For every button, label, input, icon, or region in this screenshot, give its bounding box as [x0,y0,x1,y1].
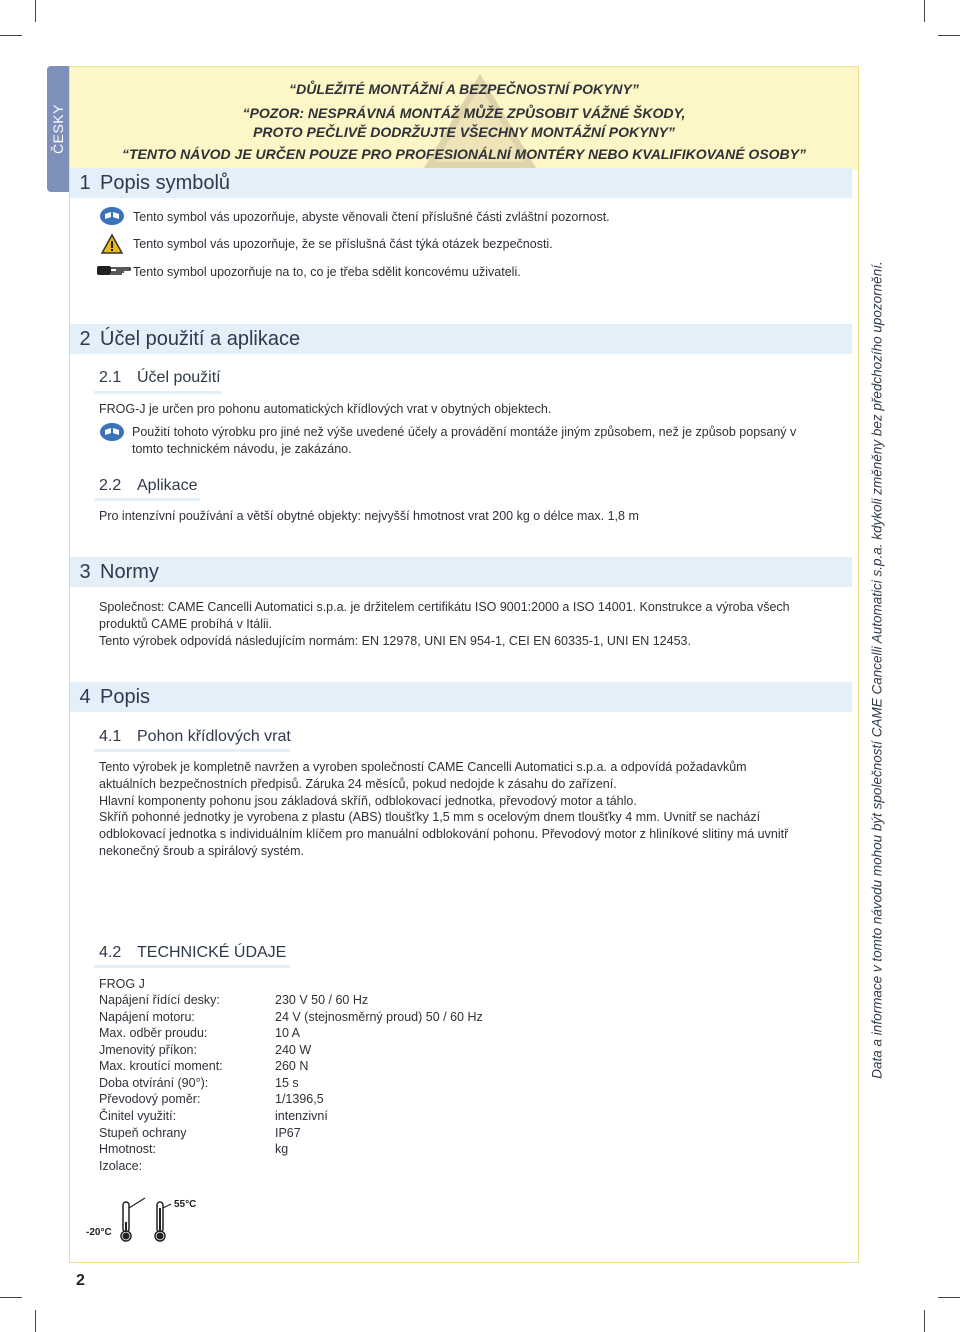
crop-mark [35,1310,36,1332]
temperature-low-label: -20°C [86,1227,112,1238]
symbol-book-text: Tento symbol vás upozorňuje, abyste věnovali čtení příslušné části zvláštní pozornost. [133,210,610,224]
language-label: ČESKY [50,104,66,154]
subsection-2-1-title [99,369,221,390]
s2-1-note-line-1: Použití tohoto výrobku pro jiné než výše uvedené účely a provádění montáže jiným způsobem, než je způsob popsaný v [132,425,797,439]
crop-mark [0,35,22,36]
spec-label: Činitel využití: [99,1109,177,1123]
section-title: Účel použití a aplikace [100,327,301,350]
subsection-number: 4.2 [99,944,122,961]
section-title: Popis [100,685,151,708]
subsection-underline [94,965,290,968]
subsection-title: Aplikace [137,477,198,494]
spec-label: Stupeň ochrany [99,1126,187,1140]
spec-label: Převodový poměr: [99,1092,201,1106]
spec-value: 260 N [275,1059,309,1073]
page-number: 2 [76,1272,85,1289]
language-tab [47,66,69,192]
subsection-2-2-title [99,477,197,498]
spec-value: 240 W [275,1043,312,1057]
spec-value: kg [275,1142,289,1156]
s2-2-text: Pro intenzívní používání a větší obytné objekty: nejvyšší hmotnost vrat 200 kg o délce max. 1,8 m [99,509,639,523]
crop-mark [924,0,925,22]
spec-value: IP67 [275,1126,301,1140]
book-icon [100,207,124,225]
subsection-number: 2.1 [99,369,122,386]
section-number: 2 [79,327,91,350]
spec-label: Napájení řídící desky: [99,993,220,1007]
crop-mark [938,1297,960,1298]
subsection-underline [94,391,222,394]
spec-value: intenzivní [275,1109,328,1123]
s4-1-line: Tento výrobek je kompletně navržen a vyroben společností CAME Cancelli Automatici s.p.a. a odpovídá požadavkům [99,760,747,774]
spec-label: Max. kroutící moment: [99,1059,223,1073]
s3-line-1: Společnost: CAME Cancelli Automatici s.p.a. je držitelem certifikátu ISO 9001:2000 a ISO 14001. Konstrukce a výroba všech [99,600,790,614]
spec-label: Jmenovitý příkon: [99,1043,197,1057]
s4-1-line: Hlavní komponenty pohonu jsou základová skříň, odblokovací jednotka, převodový motor a táhlo. [99,794,637,808]
section-number: 1 [79,171,91,194]
subsection-underline [94,749,290,752]
crop-mark [0,1297,22,1298]
section-3-header [70,557,852,587]
section-1-header [70,168,852,198]
book-icon [100,423,124,441]
spec-value: 10 A [275,1026,301,1040]
subsection-underline [94,498,200,501]
section-number: 4 [79,685,91,708]
spec-value: 230 V 50 / 60 Hz [275,993,369,1007]
spec-label: Izolace: [99,1159,143,1173]
spec-value: 15 s [275,1076,299,1090]
s3-line-2: produktů CAME probíhá v Itálii. [99,617,272,631]
s4-1-line: odblokovací jednotka s individuálním klíčem pro manuální odblokování pohonu. Převodový motor z hliníkové slitiny má uvnitř [99,827,789,841]
subsection-number: 2.2 [99,477,122,494]
disclaimer-side-note: Data a informace v tomto návodu mohou být společností CAME Cancelli Automatici s.p.a. kdykoli změněny bez předchozího upozornění. [869,261,885,1079]
spec-value: 24 V (stejnosměrný proud) 50 / 60 Hz [275,1010,483,1024]
warning-line-3: PROTO PEČLIVĚ DODRŽUJTE VŠECHNY MONTÁŽNÍ POKYNY” [253,124,675,140]
temperature-range-icon [115,1196,175,1246]
section-title: Normy [100,560,159,583]
s3-line-3: Tento výrobek odpovídá následujícím normám: EN 12978, UNI EN 954-1, CEI EN 60335-1, UNI EN 12453. [99,634,691,648]
spec-label: Doba otvírání (90°): [99,1076,209,1090]
subsection-title: Účel použití [137,369,221,386]
spec-label: Max. odběr proudu: [99,1026,208,1040]
subsection-4-1-title [99,728,291,749]
s4-1-line: nekonečný šroub a spirálový systém. [99,844,304,858]
s2-1-text: FROG-J je určen pro pohonu automatických křídlových vrat v obytných objektech. [99,402,552,416]
temperature-high-label: 55°C [174,1199,197,1210]
warning-line-2: “POZOR: NESPRÁVNÁ MONTÁŽ MŮŽE ZPŮSOBIT VÁŽNÉ ŠKODY, [242,105,686,121]
subsection-title: Pohon křídlových vrat [137,728,291,745]
symbol-warning-text: Tento symbol vás upozorňuje, že se příslušná část týká otázek bezpečnosti. [133,237,553,251]
warning-icon [101,234,123,254]
crop-mark [938,35,960,36]
section-number: 3 [79,560,91,583]
subsection-4-2-title [99,944,286,965]
subsection-title: TECHNICKÉ ÚDAJE [137,944,287,961]
spec-model: FROG J [99,977,145,991]
crop-mark [35,0,36,22]
crop-mark [924,1310,925,1332]
s4-1-line: Skříň pohonné jednotky je vyrobena z plastu (ABS) tloušťky 1,5 mm s ocelovým dnem tloušťky 4 mm. Uvnitř se nachází [99,810,761,824]
section-2-header [70,324,852,354]
pointing-hand-icon [96,263,132,277]
warning-line-4: “TENTO NÁVOD JE URČEN POUZE PRO PROFESIONÁLNÍ MONTÉRY NEBO KVALIFIKOVANÉ OSOBY” [122,146,806,162]
spec-label: Hmotnost: [99,1142,156,1156]
s2-1-note-line-2: tomto technickém návodu, je zakázáno. [132,442,352,456]
spec-label: Napájení motoru: [99,1010,195,1024]
section-title: Popis symbolů [100,171,231,194]
subsection-number: 4.1 [99,728,122,745]
section-4-header [70,682,852,712]
symbol-hand-text: Tento symbol upozorňuje na to, co je třeba sdělit koncovému uživateli. [133,265,521,279]
spec-value: 1/1396,5 [275,1092,324,1106]
warning-title: “DŮLEŽITÉ MONTÁŽNÍ A BEZPEČNOSTNÍ POKYNY” [289,81,639,97]
s4-1-line: aktuálních bezpečnostních předpisů. Záruka 24 měsíců, pokud nedojde k zásahu do zařízení. [99,777,617,791]
